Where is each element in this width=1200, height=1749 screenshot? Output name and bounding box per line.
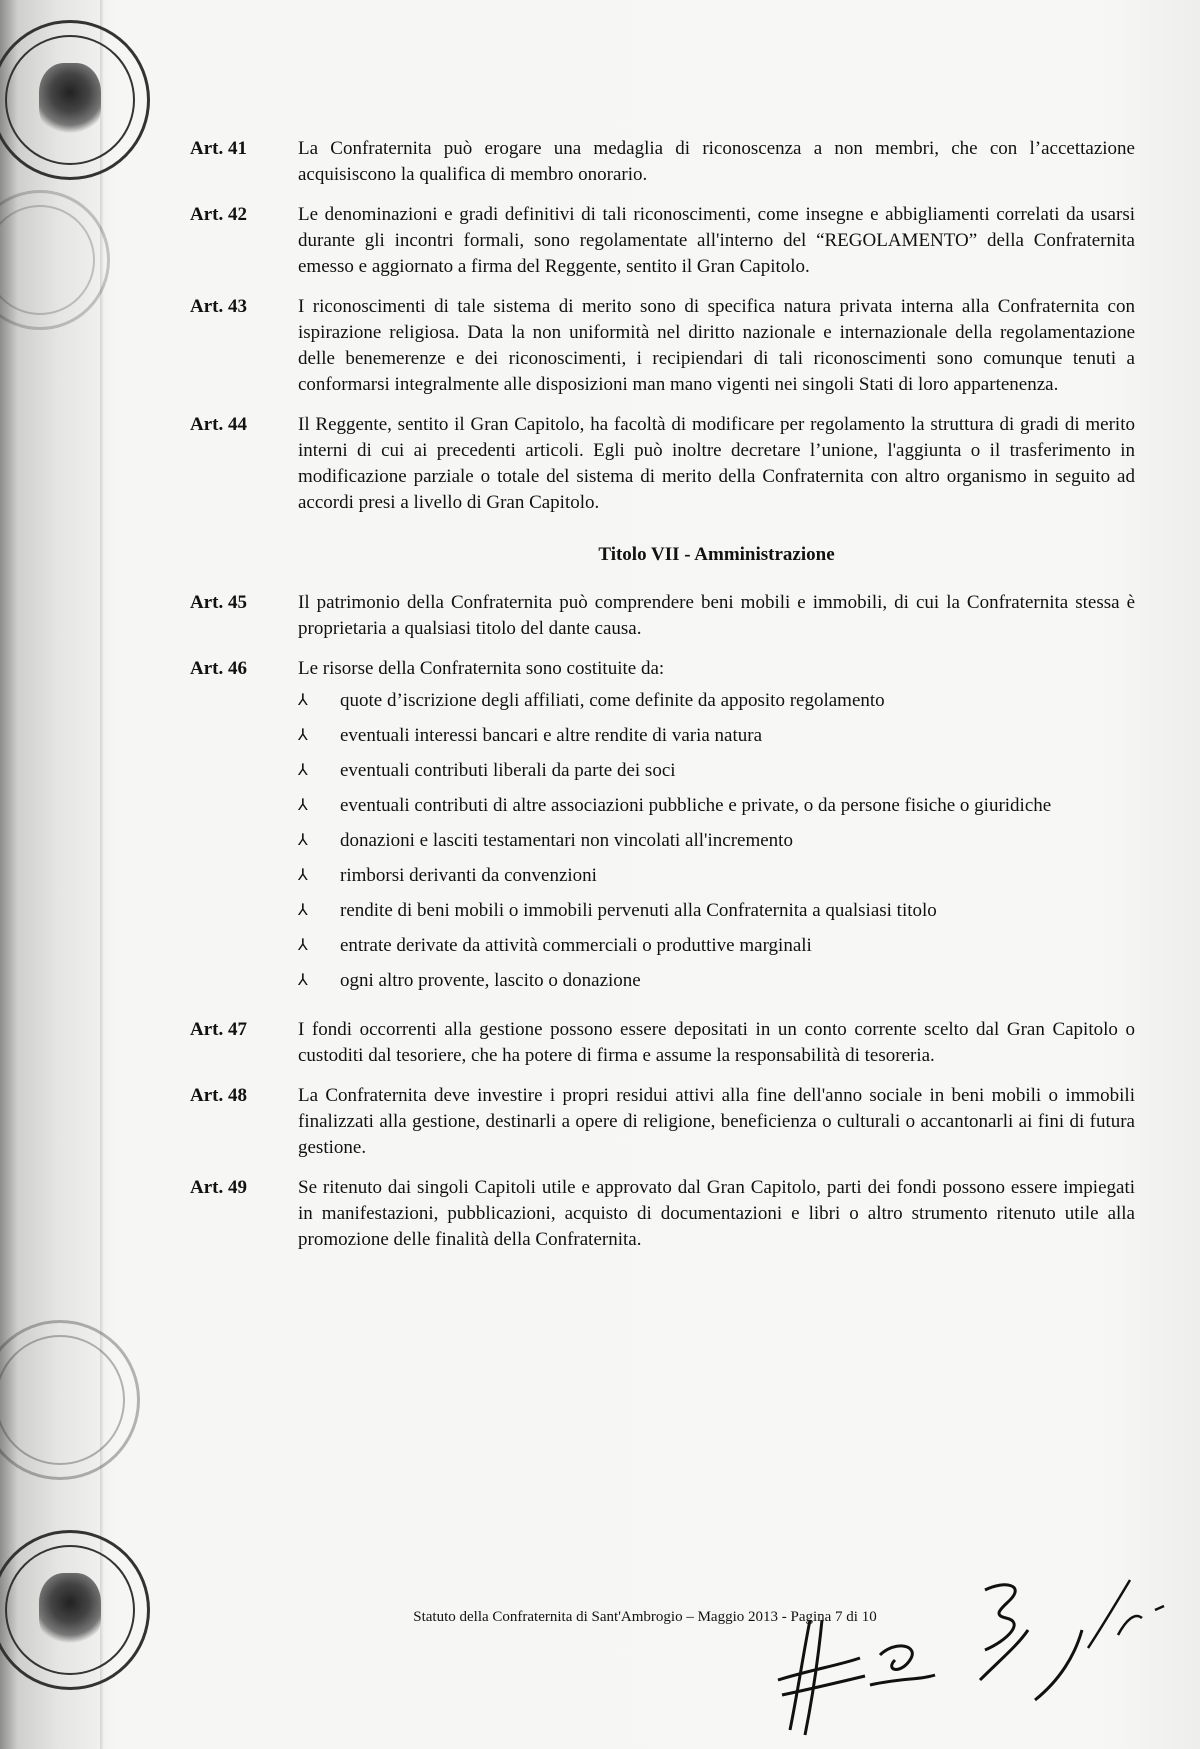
article-label: Art. 42 <box>190 204 247 225</box>
article-47 <box>190 1017 1135 1069</box>
article-45 <box>190 590 1135 642</box>
bullet-icon: ⅄ <box>298 797 308 814</box>
bullet-icon: ⅄ <box>298 972 308 989</box>
article-label: Art. 41 <box>190 138 247 159</box>
bullet-icon: ⅄ <box>298 762 308 779</box>
article-text: La Confraternita deve investire i propri residui attivi alla fine dell'anno sociale in beni mobili o immobili finalizzati alla gestione, destinarli a opere di religione, beneficienza o culturali o accantonarli ai fini di futura gestione. <box>298 1085 1135 1158</box>
article-label: Art. 44 <box>190 414 247 435</box>
article-42 <box>190 202 1135 280</box>
list-item-text: rimborsi derivanti da convenzioni <box>340 865 597 886</box>
article-text: I riconoscimenti di tale sistema di merito sono di specifica natura privata interna alla Confraternita con ispirazione religiosa. Data la non uniformità nel diritto nazionale e internazionale della regolamentazione delle benemerenze e dei riconoscimenti, i recipiendari di tali riconoscimenti sono comunque tenuti a conformarsi integralmente alle disposizioni man mano vigenti nei singoli Stati di loro appartenenza. <box>298 296 1135 395</box>
article-text: Le denominazioni e gradi definitivi di tali riconoscimenti, come insegne e abbigliamenti correlati da usarsi durante gli incontri formali, sono regolamentate all'interno del “REGOLAMENTO” della Confraternita emesso e aggiornato a firma del Reggente, sentito il Gran Capitolo. <box>298 204 1135 277</box>
bullet-icon: ⅄ <box>298 727 308 744</box>
handwritten-signatures <box>770 1560 1190 1740</box>
list-item-text: rendite di beni mobili o immobili pervenuti alla Confraternita a qualsiasi titolo <box>340 900 937 921</box>
article-text: Il patrimonio della Confraternita può comprendere beni mobili e immobili, di cui la Confraternita stessa è proprietaria a qualsiasi titolo del dante causa. <box>298 592 1135 639</box>
list-item-text: ogni altro provente, lascito o donazione <box>340 970 641 991</box>
list-item <box>298 968 1135 994</box>
article-41 <box>190 136 1135 188</box>
article-label: Art. 46 <box>190 658 247 679</box>
article-label: Art. 47 <box>190 1019 247 1040</box>
bullet-icon: ⅄ <box>298 692 308 709</box>
bullet-icon: ⅄ <box>298 832 308 849</box>
list-item <box>298 863 1135 889</box>
page-content <box>190 136 1135 1267</box>
list-item <box>298 758 1135 784</box>
bullet-icon: ⅄ <box>298 902 308 919</box>
list-item <box>298 898 1135 924</box>
article-text: La Confraternita può erogare una medaglia di riconoscenza a non membri, che con l’accettazione acquisiscono la qualifica di membro onorario. <box>298 138 1135 185</box>
article-body <box>298 656 1135 1003</box>
article-label: Art. 49 <box>190 1177 247 1198</box>
article-label: Art. 45 <box>190 592 247 613</box>
article-text: Il Reggente, sentito il Gran Capitolo, ha facoltà di modificare per regolamento la struttura di gradi di merito interni di cui ai precedenti articoli. Egli può inoltre decretare l’unione, l'aggiunta o il trasferimento in modificazione parziale o totale del sistema di merito della Confraternita con altro organismo in seguito ad accordi presi a livello di Gran Capitolo. <box>298 414 1135 513</box>
resources-list <box>298 688 1135 994</box>
article-intro: Le risorse della Confraternita sono costituite da: <box>298 658 665 679</box>
list-item-text: entrate derivate da attività commerciali o produttive marginali <box>340 935 812 956</box>
bullet-icon: ⅄ <box>298 937 308 954</box>
list-item <box>298 793 1135 819</box>
article-label: Art. 48 <box>190 1085 247 1106</box>
list-item-text: donazioni e lasciti testamentari non vincolati all'incremento <box>340 830 793 851</box>
list-item <box>298 688 1135 714</box>
article-48 <box>190 1083 1135 1161</box>
list-item-text: eventuali contributi di altre associazioni pubbliche e private, o da persone fisiche o giuridiche <box>340 795 1052 816</box>
bullet-icon: ⅄ <box>298 867 308 884</box>
list-item <box>298 723 1135 749</box>
article-46 <box>190 656 1135 1003</box>
section-title: Titolo VII - Amministrazione <box>598 544 835 565</box>
article-44 <box>190 412 1135 516</box>
list-item <box>298 933 1135 959</box>
article-label: Art. 43 <box>190 296 247 317</box>
list-item-text: eventuali contributi liberali da parte dei soci <box>340 760 676 781</box>
article-43 <box>190 294 1135 398</box>
article-text: Se ritenuto dai singoli Capitoli utile e approvato dal Gran Capitolo, parti dei fondi possono essere impiegati in manifestazioni, pubblicazioni, acquisto di documentazioni e libri o altro strumento ritenuto utile alla promozione delle finalità della Confraternita. <box>298 1177 1135 1250</box>
page-footer: Statuto della Confraternita di Sant'Ambrogio – Maggio 2013 - Pagina 7 di 10 <box>413 1609 877 1625</box>
list-item-text: eventuali interessi bancari e altre rendite di varia natura <box>340 725 763 746</box>
list-item-text: quote d’iscrizione degli affiliati, come definite da apposito regolamento <box>340 690 885 711</box>
article-text: I fondi occorrenti alla gestione possono essere depositati in un conto corrente scelto dal Gran Capitolo o custoditi dal tesoriere, che ha potere di firma e assume la responsabilità di tesoreria. <box>298 1019 1135 1066</box>
article-49 <box>190 1175 1135 1253</box>
list-item <box>298 828 1135 854</box>
